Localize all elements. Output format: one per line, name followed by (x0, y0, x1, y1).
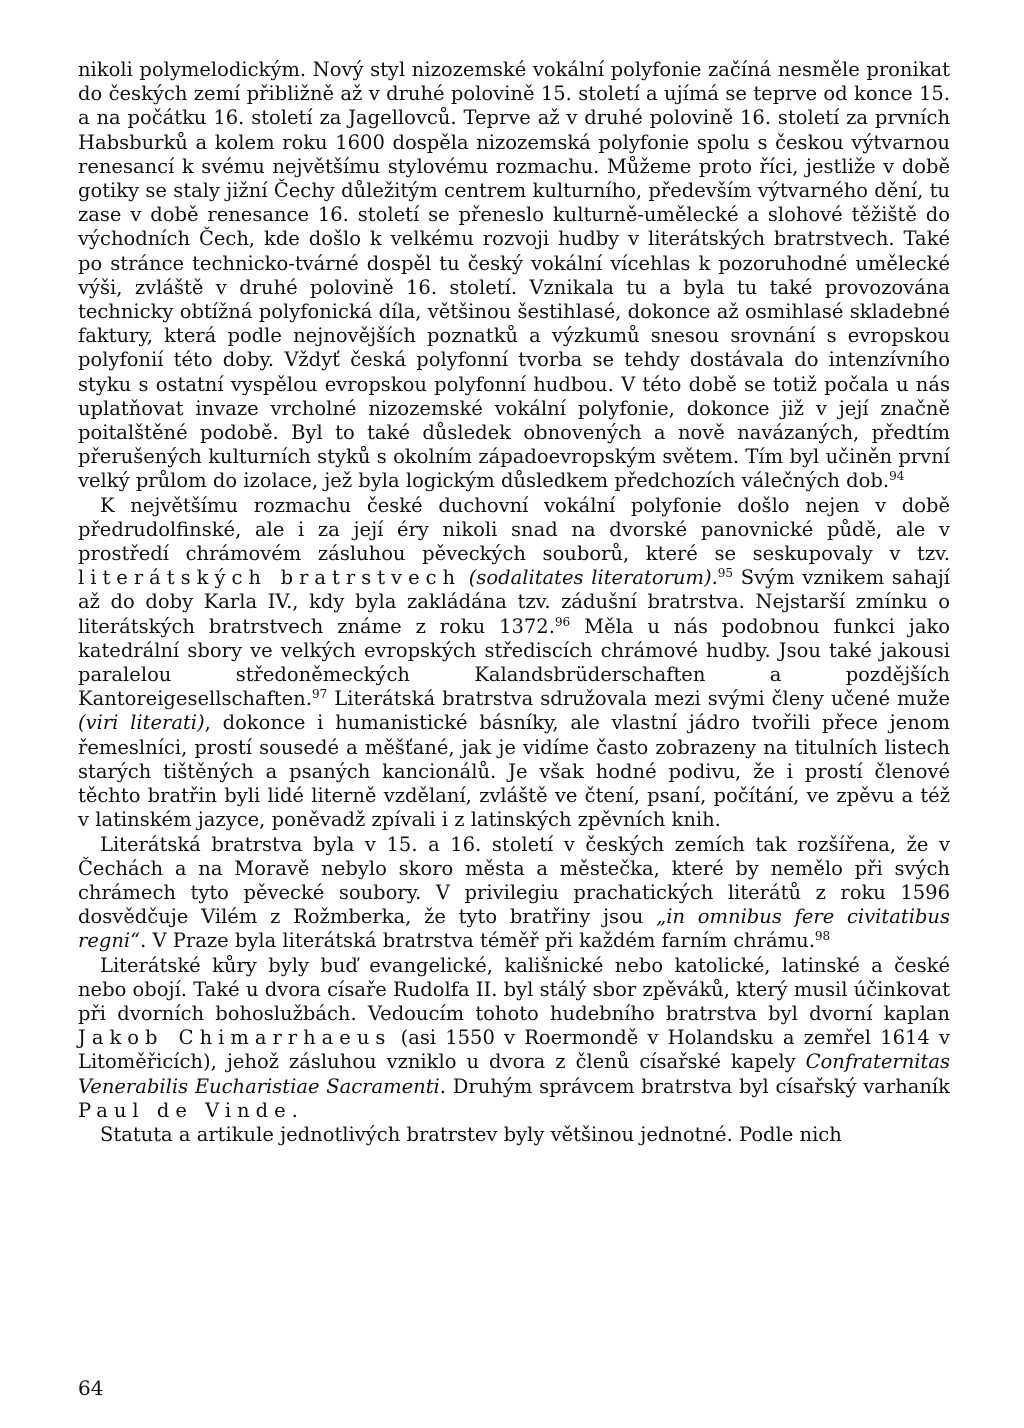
text-run: . (291, 1098, 298, 1122)
text-run (461, 566, 469, 589)
paragraph (78, 1123, 950, 1147)
text-run: . Druhým správcem bratrstva byl císařský varhaník (439, 1074, 950, 1098)
text-run: Literátská bratrstva byla v 15. a 16. století v českých zemích tak rozšířena, že v Čechách a na Moravě nebylo skoro města a městečka, které by nemělo při svých chrámech tyto pěvecké soubory. V privilegiu prachatických literátů z roku 1596 dosvědčuje Vilém z Rožmberka, že tyto bratřiny jsou (78, 832, 950, 929)
document-body (78, 58, 950, 1147)
footnote-reference[interactable]: 94 (889, 469, 905, 484)
latin-term: Confraternitas Venerabilis Eucharistiae Sacramenti (78, 1050, 950, 1098)
text-run: . (711, 566, 718, 590)
latin-term: (viri literati) (78, 711, 205, 735)
spaced-name: Jakob Chimarrhaeus (78, 1026, 392, 1050)
spaced-name: Paul de Vinde (78, 1098, 292, 1122)
paragraph (78, 58, 950, 494)
latin-term: (sodalitates literatorum) (468, 566, 712, 590)
text-run: , dokonce i humanistické básníky, ale vlastní jádro tvořili přece jenom řemeslníci, prostí sousedé a měšťané, jak je vidíme často zobrazeny na titulních listech starých tištěných a psaných kancionálů. Je však hodné podivu, že i prostí členové těchto bratřin byli lidé literně vzdělaní, zvláště ve čtení, psaní, počítání, ve zpěvu a též v latinském jazyce, poněvadž zpívali i z latinských zpěvních knih. (78, 711, 950, 832)
text-run: Svým vznikem sahají až do doby Karla IV., kdy byla zakládána tzv. zádušní bratrstva. Nejstarší zmínku o literátských bratrstvech známe z roku 1372. (78, 566, 950, 638)
text-run: Literátské kůry byly buď evangelické, kališnické nebo katolické, latinské a české nebo obojí. Také u dvora císaře Rudolfa II. byl stálý sbor zpěváků, který musil účinkovat při dvorních bohoslužbách. Vedoucím tohoto hudebního bratrstva byl dvorní kaplan (78, 953, 950, 1025)
footnote-reference[interactable]: 97 (311, 687, 328, 702)
text-run: Statuta a artikule jednotlivých bratrstev byly většinou jednotné. Podle nich (100, 1122, 842, 1146)
footnote-reference[interactable]: 98 (814, 929, 831, 944)
paragraph (78, 833, 950, 954)
text-run: Měla u nás podobnou funkci jako katedrální sbory ve velkých evropských střediscích chrámové hudby. Jsou také jakousi paralelou středoněmeckých Kalandsbrüderschaften a pozdějších Kantoreigesellschaften. (78, 614, 951, 711)
paragraph (78, 494, 950, 833)
paragraph (78, 954, 950, 1123)
text-run: Literátská bratrstva sdružovala mezi svými členy učené muže (327, 687, 950, 711)
page-number: 64 (78, 1376, 104, 1400)
text-run: K největšímu rozmachu české duchovní vokální polyfonie došlo nejen v době předrudolfinské, ale i za její éry nikoli snad na dvorské panovnické půdě, ale v prostředí chrámovém zásluhou pěveckých souborů, které se seskupovaly v tzv. (78, 493, 950, 566)
spaced-term: literátských bratrstvech (78, 566, 462, 590)
text-run: . V Praze byla literátská bratrstva téměř při každém farním chrámu. (140, 929, 815, 953)
text-run: nikoli polymelodickým. Nový styl nizozemské vokální polyfonie začíná nesměle pronikat do českých zemí přibližně až v druhé polovině 15. století a ujímá se teprve od konce 15. a na počátku 16. století za Jagellovců. Teprve až v druhé polovině 16. století za prvních Habsburků a kolem roku 1600 dospěla nizozemská polyfonie spolu s českou výtvarnou renesancí k svému největšímu stylovému rozmachu. Můžeme proto říci, jestliže v době gotiky se staly jižní Čechy důležitým centrem kulturního, především výtvarného dění, tu zase v době renesance 16. století se přeneslo kulturně-umělecké a slohové těžiště do východních Čech, kde došlo k velkému rozvoji hudby v literátských bratrstvech. Také po stránce technicko-tvárné dospěl tu český vokální vícehlas k pozoruhodné umělecké výši, zvláště v druhé polovině 16. století. Vznikala tu a byla tu také provozována technicky obtížná polyfonická díla, většinou šestihlasé, dokonce až osmihlasé skladebné faktury, která podle nejnovějších poznatků a výzkumů snesou srovnání s evropskou polyfonií této doby. Vždyť česká polyfonní tvorba se tehdy dostávala do intenzívního styku s ostatní vyspělou evropskou polyfonní hudbou. V této době se totiž počala u nás uplatňovat invaze vrcholné nizozemské vokální polyfonie, dokonce již v její značně poitalštěné podobě. Byl to také důsledek obnovených a nově navázaných, předtím přerušených kulturních styků s okolním západoevropským světem. Tím byl učiněn první velký průlom do izolace, jež byla logickým důsledkem předchozích válečných dob. (78, 58, 950, 493)
footnote-reference[interactable]: 95 (717, 566, 734, 581)
latin-quote: „in omnibus fere civitatibus regni“ (78, 905, 950, 953)
text-run: (asi 1550 v Roermondě v Holandsku a zemřel 1614 v Litoměřicích), jehož zásluhou vzniklo u dvora z členů císařské kapely (78, 1026, 950, 1074)
footnote-reference[interactable]: 96 (554, 614, 571, 629)
